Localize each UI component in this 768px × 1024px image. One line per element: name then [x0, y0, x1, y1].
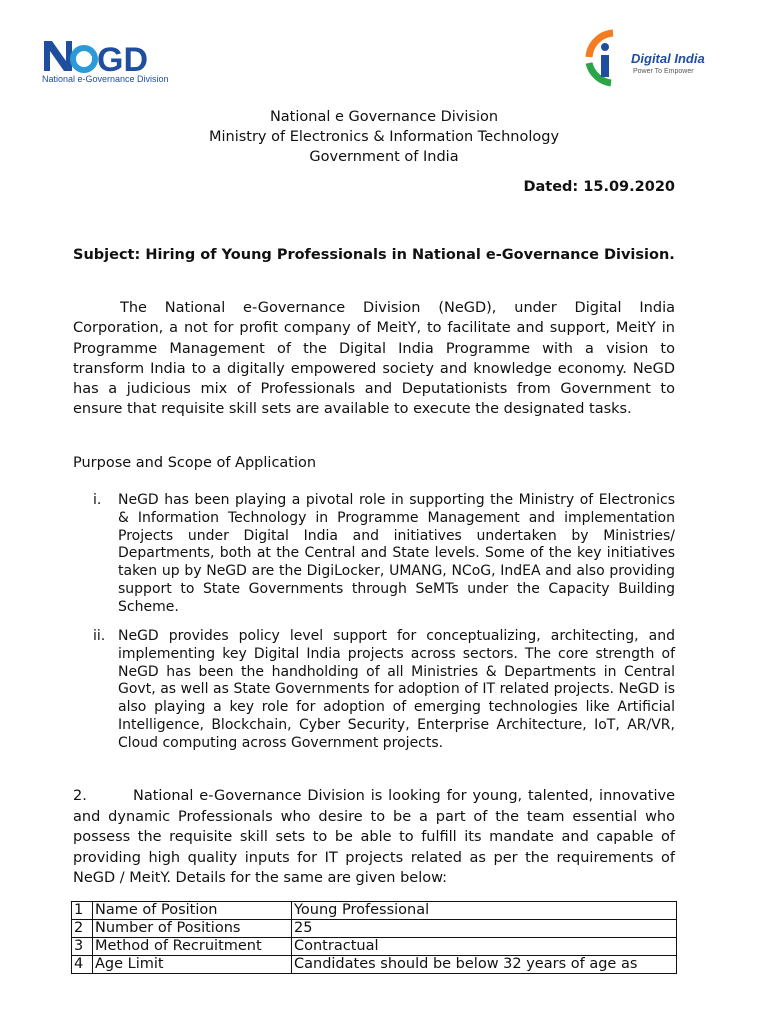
row-number: 3	[72, 938, 93, 956]
table-row	[72, 956, 677, 974]
list-item-number: i.	[93, 492, 102, 508]
paragraph-number: 2.	[73, 788, 87, 804]
svg-text:Digital India: Digital India	[631, 51, 705, 66]
subject-line: Subject: Hiring of Young Professionals in National e-Governance Division.	[73, 247, 675, 263]
svg-text:GD: GD	[97, 41, 148, 79]
row-number: 1	[72, 902, 93, 920]
svg-text:National e-Governance Division: National e-Governance Division	[42, 74, 169, 84]
row-label: Number of Positions	[93, 920, 292, 938]
svg-text:Power To Empower: Power To Empower	[633, 68, 694, 75]
letterhead	[0, 107, 768, 167]
row-label: Name of Position	[93, 902, 292, 920]
intro-paragraph: The National e-Governance Division (NeGD), under Digital India Corporation, a not for profit company of MeitY, to facilitate and support, MeitY in Programme Management of the Digital India Programme with a vision to transform India to a digitally empowered society and knowledge economy. NeGD has a judicious mix of Professionals and Deputationists from Government to ensure that requisite skill sets are available to execute the designated tasks.	[73, 300, 675, 418]
list-item	[73, 628, 675, 753]
row-value: Young Professional	[292, 902, 677, 920]
list-item	[73, 492, 675, 617]
negd-logo	[42, 35, 182, 85]
header-line-1: National e Governance Division	[269, 109, 499, 125]
paragraph-2-text: National e-Governance Division is looking for young, talented, innovative and dynamic Professionals who desire to be a part of the team essential who possess the requisite skill sets to be able to fulfill its mandate and capable of providing high quality inputs for IT projects related as per the requirements of NeGD / MeitY. Details for the same are given below:	[73, 788, 675, 886]
table-row	[72, 920, 677, 938]
table-row	[72, 902, 677, 920]
date-line: Dated: 15.09.2020	[523, 179, 675, 195]
list-item-text: NeGD provides policy level support for conceptualizing, architecting, and implementing key Digital India projects across sectors. The core strength of NeGD has been the handholding of all Ministries & Departments in Central Govt, as well as State Governments for adoption of IT related projects. NeGD is also playing a key role for adoption of emerging technologies like Artificial Intelligence, Blockchain, Cyber Security, Enterprise Architecture, IoT, AR/VR, Cloud computing across Government projects.	[118, 628, 675, 751]
row-value: 25	[292, 920, 677, 938]
paragraph-2	[73, 786, 675, 889]
list-item-text: NeGD has been playing a pivotal role in supporting the Ministry of Electronics & Information Technology in Programme Management and implementation Projects under Digital India and initiatives undertaken by Ministries/ Departments, both at the Central and State levels. Some of the key initiatives taken up by NeGD are the DigiLocker, UMANG, NCoG, IndEA and also providing support to State Governments through SeMTs under the Capacity Building Scheme.	[118, 492, 675, 615]
purpose-heading: Purpose and Scope of Application	[73, 455, 317, 471]
header-line-3: Government of India	[309, 149, 459, 165]
row-value: Contractual	[292, 938, 677, 956]
row-number: 4	[72, 956, 93, 974]
row-value: Candidates should be below 32 years of age as	[292, 956, 677, 974]
header-line-2: Ministry of Electronics & Information Technology	[208, 129, 560, 145]
position-details-table	[71, 901, 677, 974]
digital-india-logo	[583, 27, 733, 87]
row-label: Method of Recruitment	[93, 938, 292, 956]
row-number: 2	[72, 920, 93, 938]
list-item-number: ii.	[93, 628, 106, 644]
row-label: Age Limit	[93, 956, 292, 974]
table-row	[72, 938, 677, 956]
